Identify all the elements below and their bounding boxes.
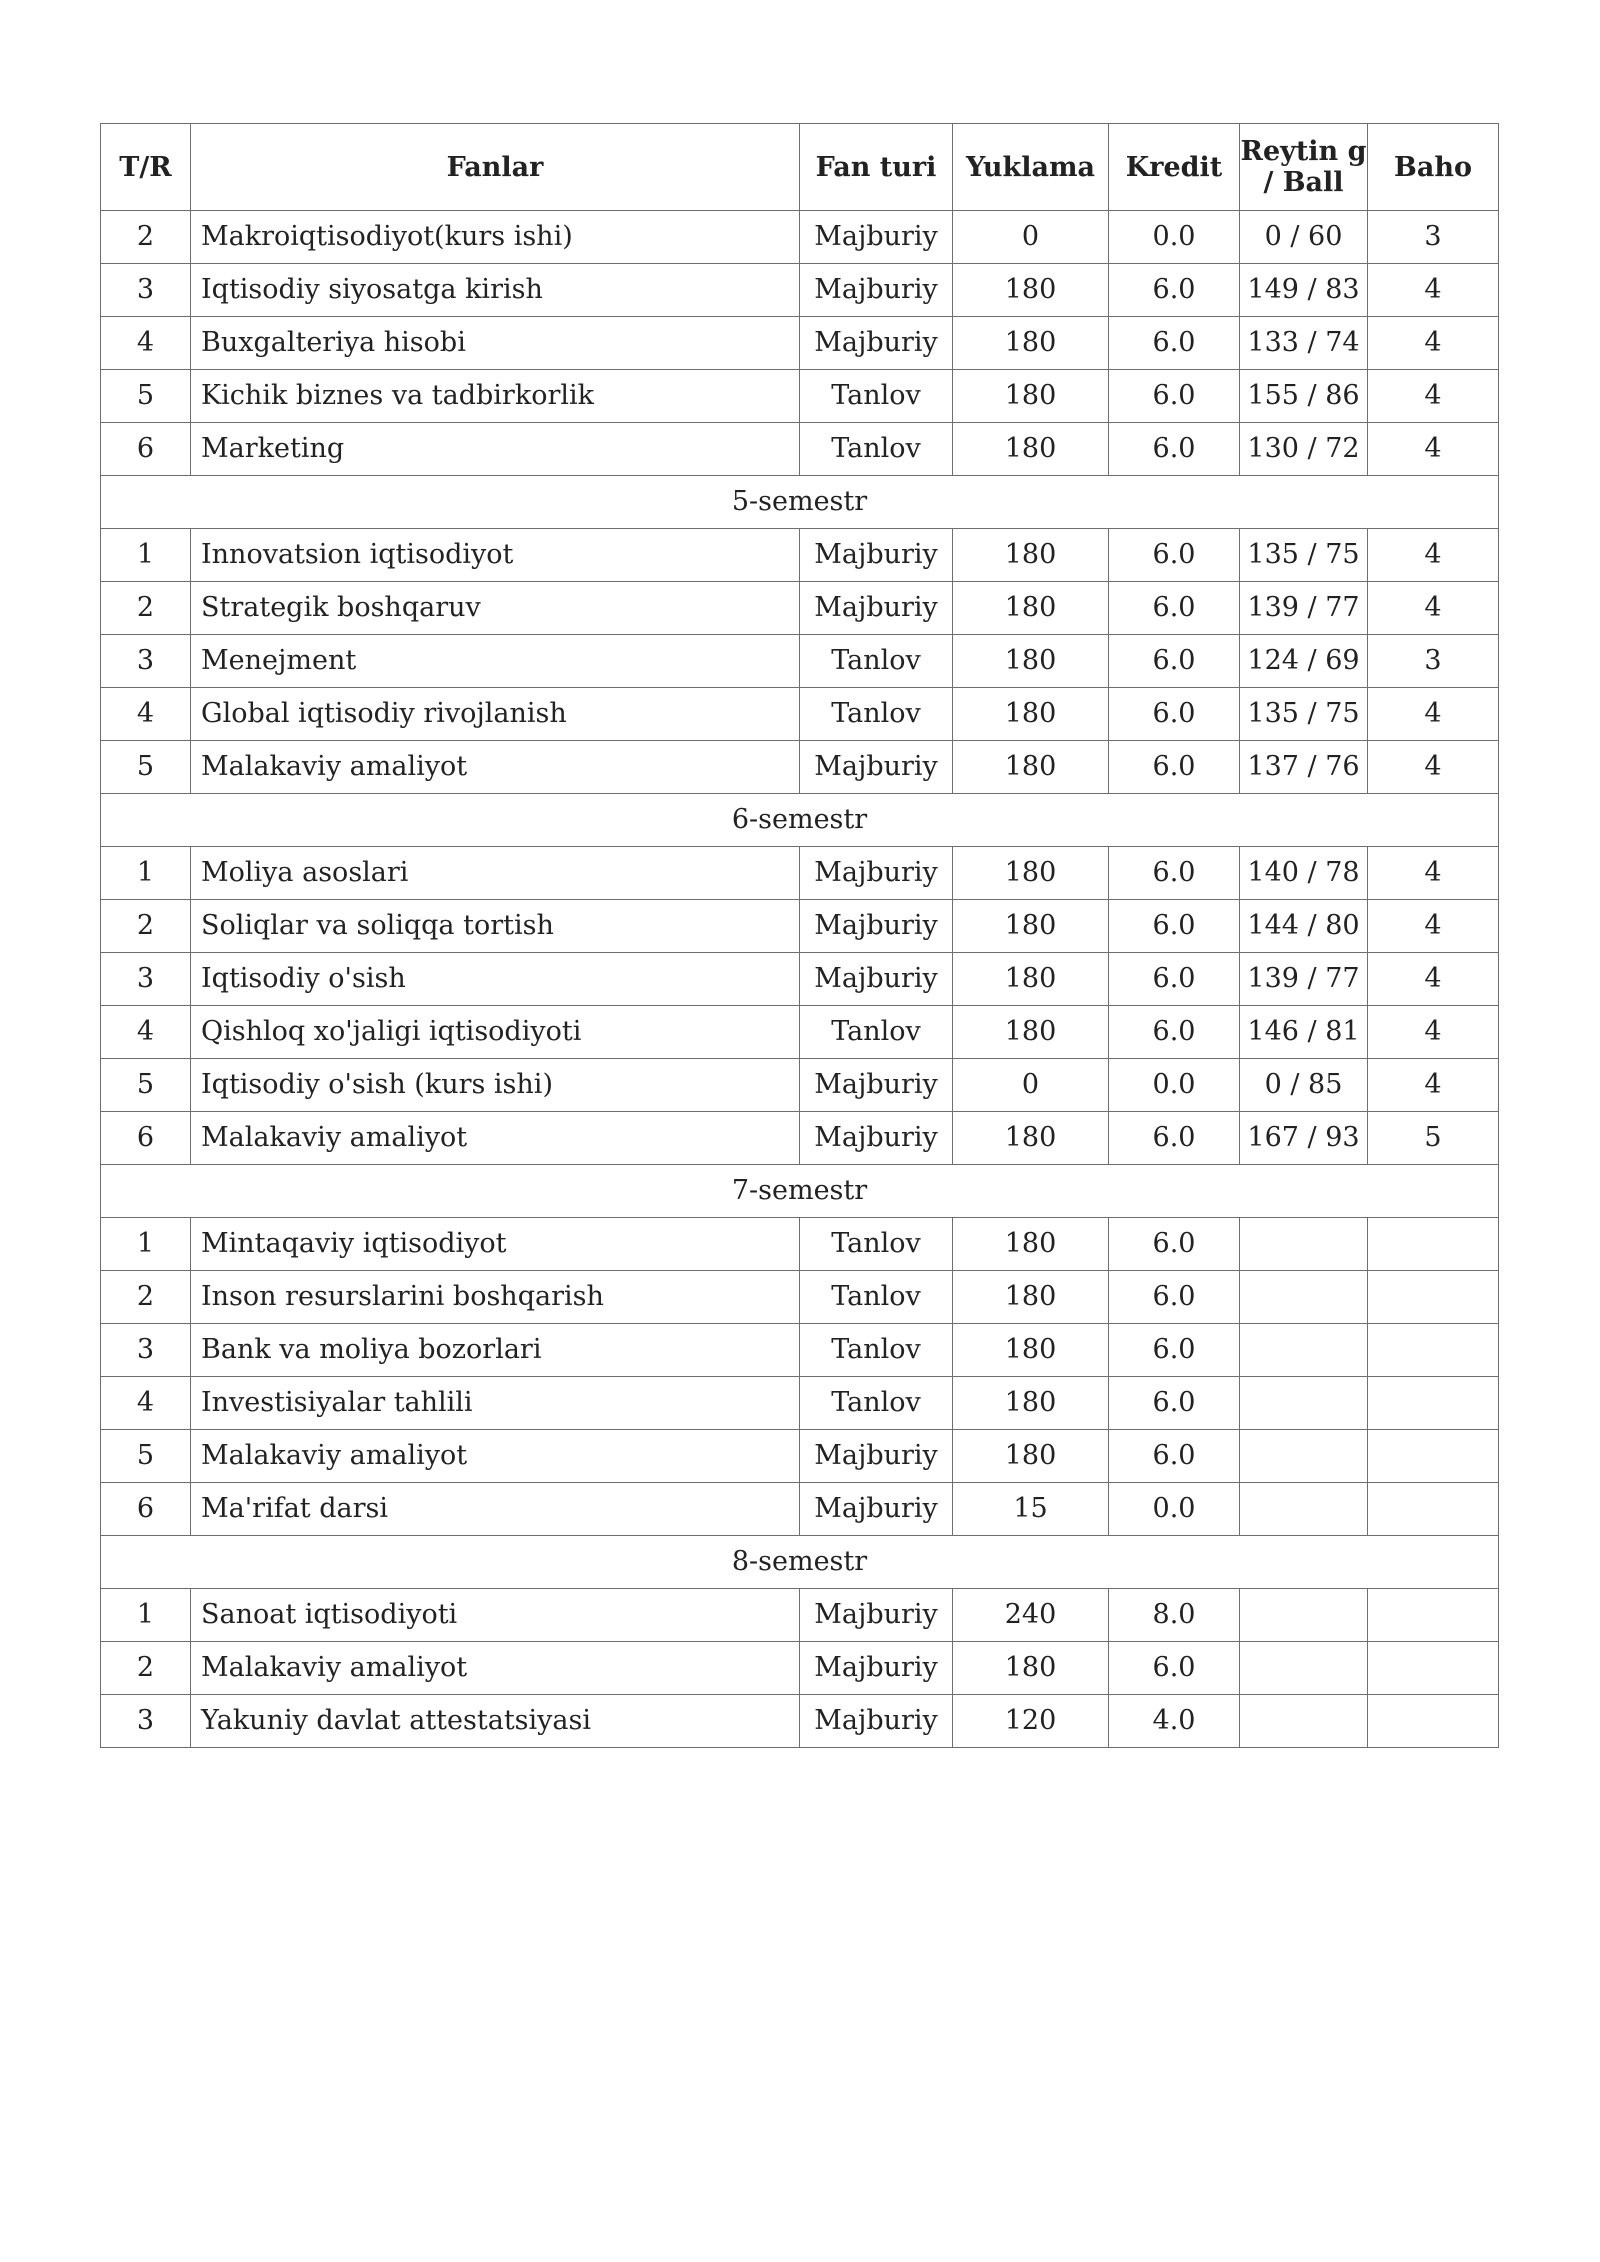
cell-credit: 0.0 — [1109, 1059, 1240, 1112]
cell-credit: 6.0 — [1109, 582, 1240, 635]
cell-num: 2 — [101, 1271, 191, 1324]
cell-grade: 4 — [1368, 1006, 1499, 1059]
cell-credit: 6.0 — [1109, 1324, 1240, 1377]
cell-grade: 4 — [1368, 688, 1499, 741]
cell-credit: 6.0 — [1109, 264, 1240, 317]
cell-num: 5 — [101, 1430, 191, 1483]
table-row — [101, 1059, 1499, 1112]
cell-type: Majburiy — [800, 1589, 953, 1642]
cell-subject: Innovatsion iqtisodiyot — [191, 529, 800, 582]
cell-rating: 144 / 80 — [1240, 900, 1368, 953]
cell-type: Majburiy — [800, 1112, 953, 1165]
cell-rating — [1240, 1218, 1368, 1271]
cell-load: 180 — [953, 1006, 1109, 1059]
table-row — [101, 953, 1499, 1006]
cell-rating: 133 / 74 — [1240, 317, 1368, 370]
cell-credit: 6.0 — [1109, 1218, 1240, 1271]
semester-title: 6-semestr — [101, 794, 1499, 847]
cell-grade — [1368, 1271, 1499, 1324]
cell-credit: 6.0 — [1109, 635, 1240, 688]
cell-rating: 135 / 75 — [1240, 529, 1368, 582]
cell-type: Majburiy — [800, 1695, 953, 1748]
cell-load: 180 — [953, 1324, 1109, 1377]
cell-credit: 6.0 — [1109, 688, 1240, 741]
cell-grade: 3 — [1368, 635, 1499, 688]
cell-subject: Mintaqaviy iqtisodiyot — [191, 1218, 800, 1271]
semester-title: 8-semestr — [101, 1536, 1499, 1589]
cell-type: Tanlov — [800, 1271, 953, 1324]
table-row — [101, 688, 1499, 741]
cell-load: 0 — [953, 1059, 1109, 1112]
cell-rating — [1240, 1430, 1368, 1483]
semester-title: 7-semestr — [101, 1165, 1499, 1218]
cell-credit: 6.0 — [1109, 1430, 1240, 1483]
cell-load: 180 — [953, 953, 1109, 1006]
semester-row — [101, 1165, 1499, 1218]
cell-load: 120 — [953, 1695, 1109, 1748]
table-row — [101, 741, 1499, 794]
table-row — [101, 1218, 1499, 1271]
cell-num: 1 — [101, 847, 191, 900]
cell-subject: Malakaviy amaliyot — [191, 1112, 800, 1165]
cell-type: Majburiy — [800, 211, 953, 264]
cell-rating: 0 / 85 — [1240, 1059, 1368, 1112]
table-row — [101, 1483, 1499, 1536]
cell-type: Majburiy — [800, 900, 953, 953]
cell-grade: 4 — [1368, 953, 1499, 1006]
cell-credit: 6.0 — [1109, 1642, 1240, 1695]
cell-type: Majburiy — [800, 953, 953, 1006]
cell-grade: 4 — [1368, 741, 1499, 794]
table-row — [101, 529, 1499, 582]
cell-subject: Global iqtisodiy rivojlanish — [191, 688, 800, 741]
table-row — [101, 1695, 1499, 1748]
cell-subject: Strategik boshqaruv — [191, 582, 800, 635]
cell-credit: 6.0 — [1109, 900, 1240, 953]
cell-grade: 5 — [1368, 1112, 1499, 1165]
cell-credit: 6.0 — [1109, 1006, 1240, 1059]
cell-credit: 6.0 — [1109, 423, 1240, 476]
cell-credit: 6.0 — [1109, 1377, 1240, 1430]
cell-subject: Moliya asoslari — [191, 847, 800, 900]
cell-rating — [1240, 1483, 1368, 1536]
cell-rating: 140 / 78 — [1240, 847, 1368, 900]
cell-num: 4 — [101, 317, 191, 370]
cell-credit: 8.0 — [1109, 1589, 1240, 1642]
cell-grade — [1368, 1695, 1499, 1748]
cell-rating — [1240, 1695, 1368, 1748]
cell-credit: 6.0 — [1109, 953, 1240, 1006]
table-row — [101, 423, 1499, 476]
cell-grade — [1368, 1324, 1499, 1377]
cell-subject: Investisiyalar tahlili — [191, 1377, 800, 1430]
cell-num: 3 — [101, 635, 191, 688]
cell-grade: 4 — [1368, 370, 1499, 423]
cell-num: 5 — [101, 370, 191, 423]
semester-row — [101, 794, 1499, 847]
cell-type: Tanlov — [800, 423, 953, 476]
cell-rating: 146 / 81 — [1240, 1006, 1368, 1059]
cell-num: 4 — [101, 1006, 191, 1059]
cell-grade: 4 — [1368, 317, 1499, 370]
cell-load: 180 — [953, 741, 1109, 794]
table-row — [101, 370, 1499, 423]
cell-num: 1 — [101, 1218, 191, 1271]
cell-subject: Soliqlar va soliqqa tortish — [191, 900, 800, 953]
cell-num: 1 — [101, 1589, 191, 1642]
cell-rating — [1240, 1377, 1368, 1430]
cell-num: 4 — [101, 688, 191, 741]
cell-num: 1 — [101, 529, 191, 582]
cell-subject: Sanoat iqtisodiyoti — [191, 1589, 800, 1642]
table-row — [101, 1271, 1499, 1324]
cell-rating: 139 / 77 — [1240, 953, 1368, 1006]
grades-table — [100, 123, 1499, 1748]
cell-grade — [1368, 1218, 1499, 1271]
table-row — [101, 1324, 1499, 1377]
table-row — [101, 847, 1499, 900]
cell-rating: 167 / 93 — [1240, 1112, 1368, 1165]
cell-type: Majburiy — [800, 317, 953, 370]
cell-grade — [1368, 1430, 1499, 1483]
cell-num: 2 — [101, 211, 191, 264]
cell-grade: 4 — [1368, 847, 1499, 900]
cell-load: 180 — [953, 1430, 1109, 1483]
cell-num: 2 — [101, 900, 191, 953]
cell-grade — [1368, 1483, 1499, 1536]
cell-type: Majburiy — [800, 264, 953, 317]
cell-subject: Iqtisodiy o'sish — [191, 953, 800, 1006]
cell-num: 6 — [101, 423, 191, 476]
cell-rating: 124 / 69 — [1240, 635, 1368, 688]
cell-rating: 149 / 83 — [1240, 264, 1368, 317]
cell-grade: 3 — [1368, 211, 1499, 264]
cell-num: 4 — [101, 1377, 191, 1430]
cell-type: Tanlov — [800, 1218, 953, 1271]
cell-credit: 6.0 — [1109, 741, 1240, 794]
cell-type: Majburiy — [800, 1483, 953, 1536]
cell-grade: 4 — [1368, 900, 1499, 953]
semester-row — [101, 1536, 1499, 1589]
cell-credit: 6.0 — [1109, 1271, 1240, 1324]
cell-type: Majburiy — [800, 847, 953, 900]
cell-load: 180 — [953, 423, 1109, 476]
header-row — [101, 124, 1499, 211]
cell-type: Majburiy — [800, 1059, 953, 1112]
cell-credit: 0.0 — [1109, 211, 1240, 264]
cell-rating: 135 / 75 — [1240, 688, 1368, 741]
cell-type: Majburiy — [800, 529, 953, 582]
cell-type: Majburiy — [800, 582, 953, 635]
cell-rating — [1240, 1589, 1368, 1642]
cell-subject: Makroiqtisodiyot(kurs ishi) — [191, 211, 800, 264]
cell-rating: 155 / 86 — [1240, 370, 1368, 423]
cell-type: Majburiy — [800, 1430, 953, 1483]
header-rating: Reytin g / Ball — [1240, 124, 1368, 211]
header-num: T/R — [101, 124, 191, 211]
cell-grade: 4 — [1368, 1059, 1499, 1112]
table-row — [101, 1377, 1499, 1430]
cell-subject: Marketing — [191, 423, 800, 476]
cell-num: 3 — [101, 1324, 191, 1377]
cell-subject: Kichik biznes va tadbirkorlik — [191, 370, 800, 423]
cell-num: 2 — [101, 1642, 191, 1695]
table-row — [101, 1006, 1499, 1059]
table-row — [101, 264, 1499, 317]
cell-rating: 130 / 72 — [1240, 423, 1368, 476]
cell-load: 180 — [953, 582, 1109, 635]
cell-rating: 139 / 77 — [1240, 582, 1368, 635]
cell-rating: 137 / 76 — [1240, 741, 1368, 794]
table-body — [101, 211, 1499, 1748]
cell-credit: 6.0 — [1109, 317, 1240, 370]
cell-type: Majburiy — [800, 1642, 953, 1695]
cell-subject: Malakaviy amaliyot — [191, 741, 800, 794]
cell-type: Tanlov — [800, 1006, 953, 1059]
table-row — [101, 1589, 1499, 1642]
cell-credit: 6.0 — [1109, 1112, 1240, 1165]
table-row — [101, 635, 1499, 688]
cell-load: 180 — [953, 1377, 1109, 1430]
header-credit: Kredit — [1109, 124, 1240, 211]
cell-subject: Yakuniy davlat attestatsiyasi — [191, 1695, 800, 1748]
cell-type: Tanlov — [800, 1377, 953, 1430]
cell-subject: Menejment — [191, 635, 800, 688]
cell-subject: Malakaviy amaliyot — [191, 1430, 800, 1483]
header-type: Fan turi — [800, 124, 953, 211]
cell-grade — [1368, 1377, 1499, 1430]
table-row — [101, 900, 1499, 953]
cell-credit: 6.0 — [1109, 529, 1240, 582]
cell-num: 5 — [101, 1059, 191, 1112]
header-load: Yuklama — [953, 124, 1109, 211]
semester-title: 5-semestr — [101, 476, 1499, 529]
cell-num: 3 — [101, 953, 191, 1006]
cell-credit: 4.0 — [1109, 1695, 1240, 1748]
cell-rating — [1240, 1324, 1368, 1377]
cell-subject: Iqtisodiy o'sish (kurs ishi) — [191, 1059, 800, 1112]
table-row — [101, 1642, 1499, 1695]
cell-load: 15 — [953, 1483, 1109, 1536]
cell-num: 3 — [101, 1695, 191, 1748]
cell-load: 180 — [953, 847, 1109, 900]
cell-grade — [1368, 1642, 1499, 1695]
header-subject: Fanlar — [191, 124, 800, 211]
header-grade: Baho — [1368, 124, 1499, 211]
cell-num: 5 — [101, 741, 191, 794]
table-row — [101, 582, 1499, 635]
cell-grade: 4 — [1368, 423, 1499, 476]
cell-load: 180 — [953, 688, 1109, 741]
cell-load: 180 — [953, 264, 1109, 317]
cell-type: Tanlov — [800, 635, 953, 688]
cell-load: 180 — [953, 529, 1109, 582]
cell-grade: 4 — [1368, 264, 1499, 317]
cell-credit: 0.0 — [1109, 1483, 1240, 1536]
cell-rating — [1240, 1642, 1368, 1695]
cell-subject: Qishloq xo'jaligi iqtisodiyoti — [191, 1006, 800, 1059]
semester-row — [101, 476, 1499, 529]
cell-type: Tanlov — [800, 688, 953, 741]
cell-num: 3 — [101, 264, 191, 317]
cell-load: 240 — [953, 1589, 1109, 1642]
cell-load: 180 — [953, 1642, 1109, 1695]
cell-subject: Inson resurslarini boshqarish — [191, 1271, 800, 1324]
table-row — [101, 1112, 1499, 1165]
table-row — [101, 1430, 1499, 1483]
cell-load: 180 — [953, 1112, 1109, 1165]
table-row — [101, 211, 1499, 264]
cell-subject: Iqtisodiy siyosatga kirish — [191, 264, 800, 317]
cell-num: 6 — [101, 1112, 191, 1165]
cell-num: 6 — [101, 1483, 191, 1536]
cell-rating: 0 / 60 — [1240, 211, 1368, 264]
cell-num: 2 — [101, 582, 191, 635]
cell-grade: 4 — [1368, 582, 1499, 635]
cell-type: Tanlov — [800, 370, 953, 423]
cell-load: 180 — [953, 1271, 1109, 1324]
cell-grade — [1368, 1589, 1499, 1642]
cell-load: 180 — [953, 635, 1109, 688]
cell-load: 180 — [953, 900, 1109, 953]
cell-grade: 4 — [1368, 529, 1499, 582]
cell-subject: Malakaviy amaliyot — [191, 1642, 800, 1695]
cell-subject: Buxgalteriya hisobi — [191, 317, 800, 370]
cell-credit: 6.0 — [1109, 847, 1240, 900]
cell-subject: Bank va moliya bozorlari — [191, 1324, 800, 1377]
cell-load: 180 — [953, 317, 1109, 370]
cell-rating — [1240, 1271, 1368, 1324]
cell-load: 0 — [953, 211, 1109, 264]
table-row — [101, 317, 1499, 370]
cell-subject: Ma'rifat darsi — [191, 1483, 800, 1536]
cell-type: Majburiy — [800, 741, 953, 794]
cell-type: Tanlov — [800, 1324, 953, 1377]
cell-load: 180 — [953, 1218, 1109, 1271]
cell-load: 180 — [953, 370, 1109, 423]
cell-credit: 6.0 — [1109, 370, 1240, 423]
